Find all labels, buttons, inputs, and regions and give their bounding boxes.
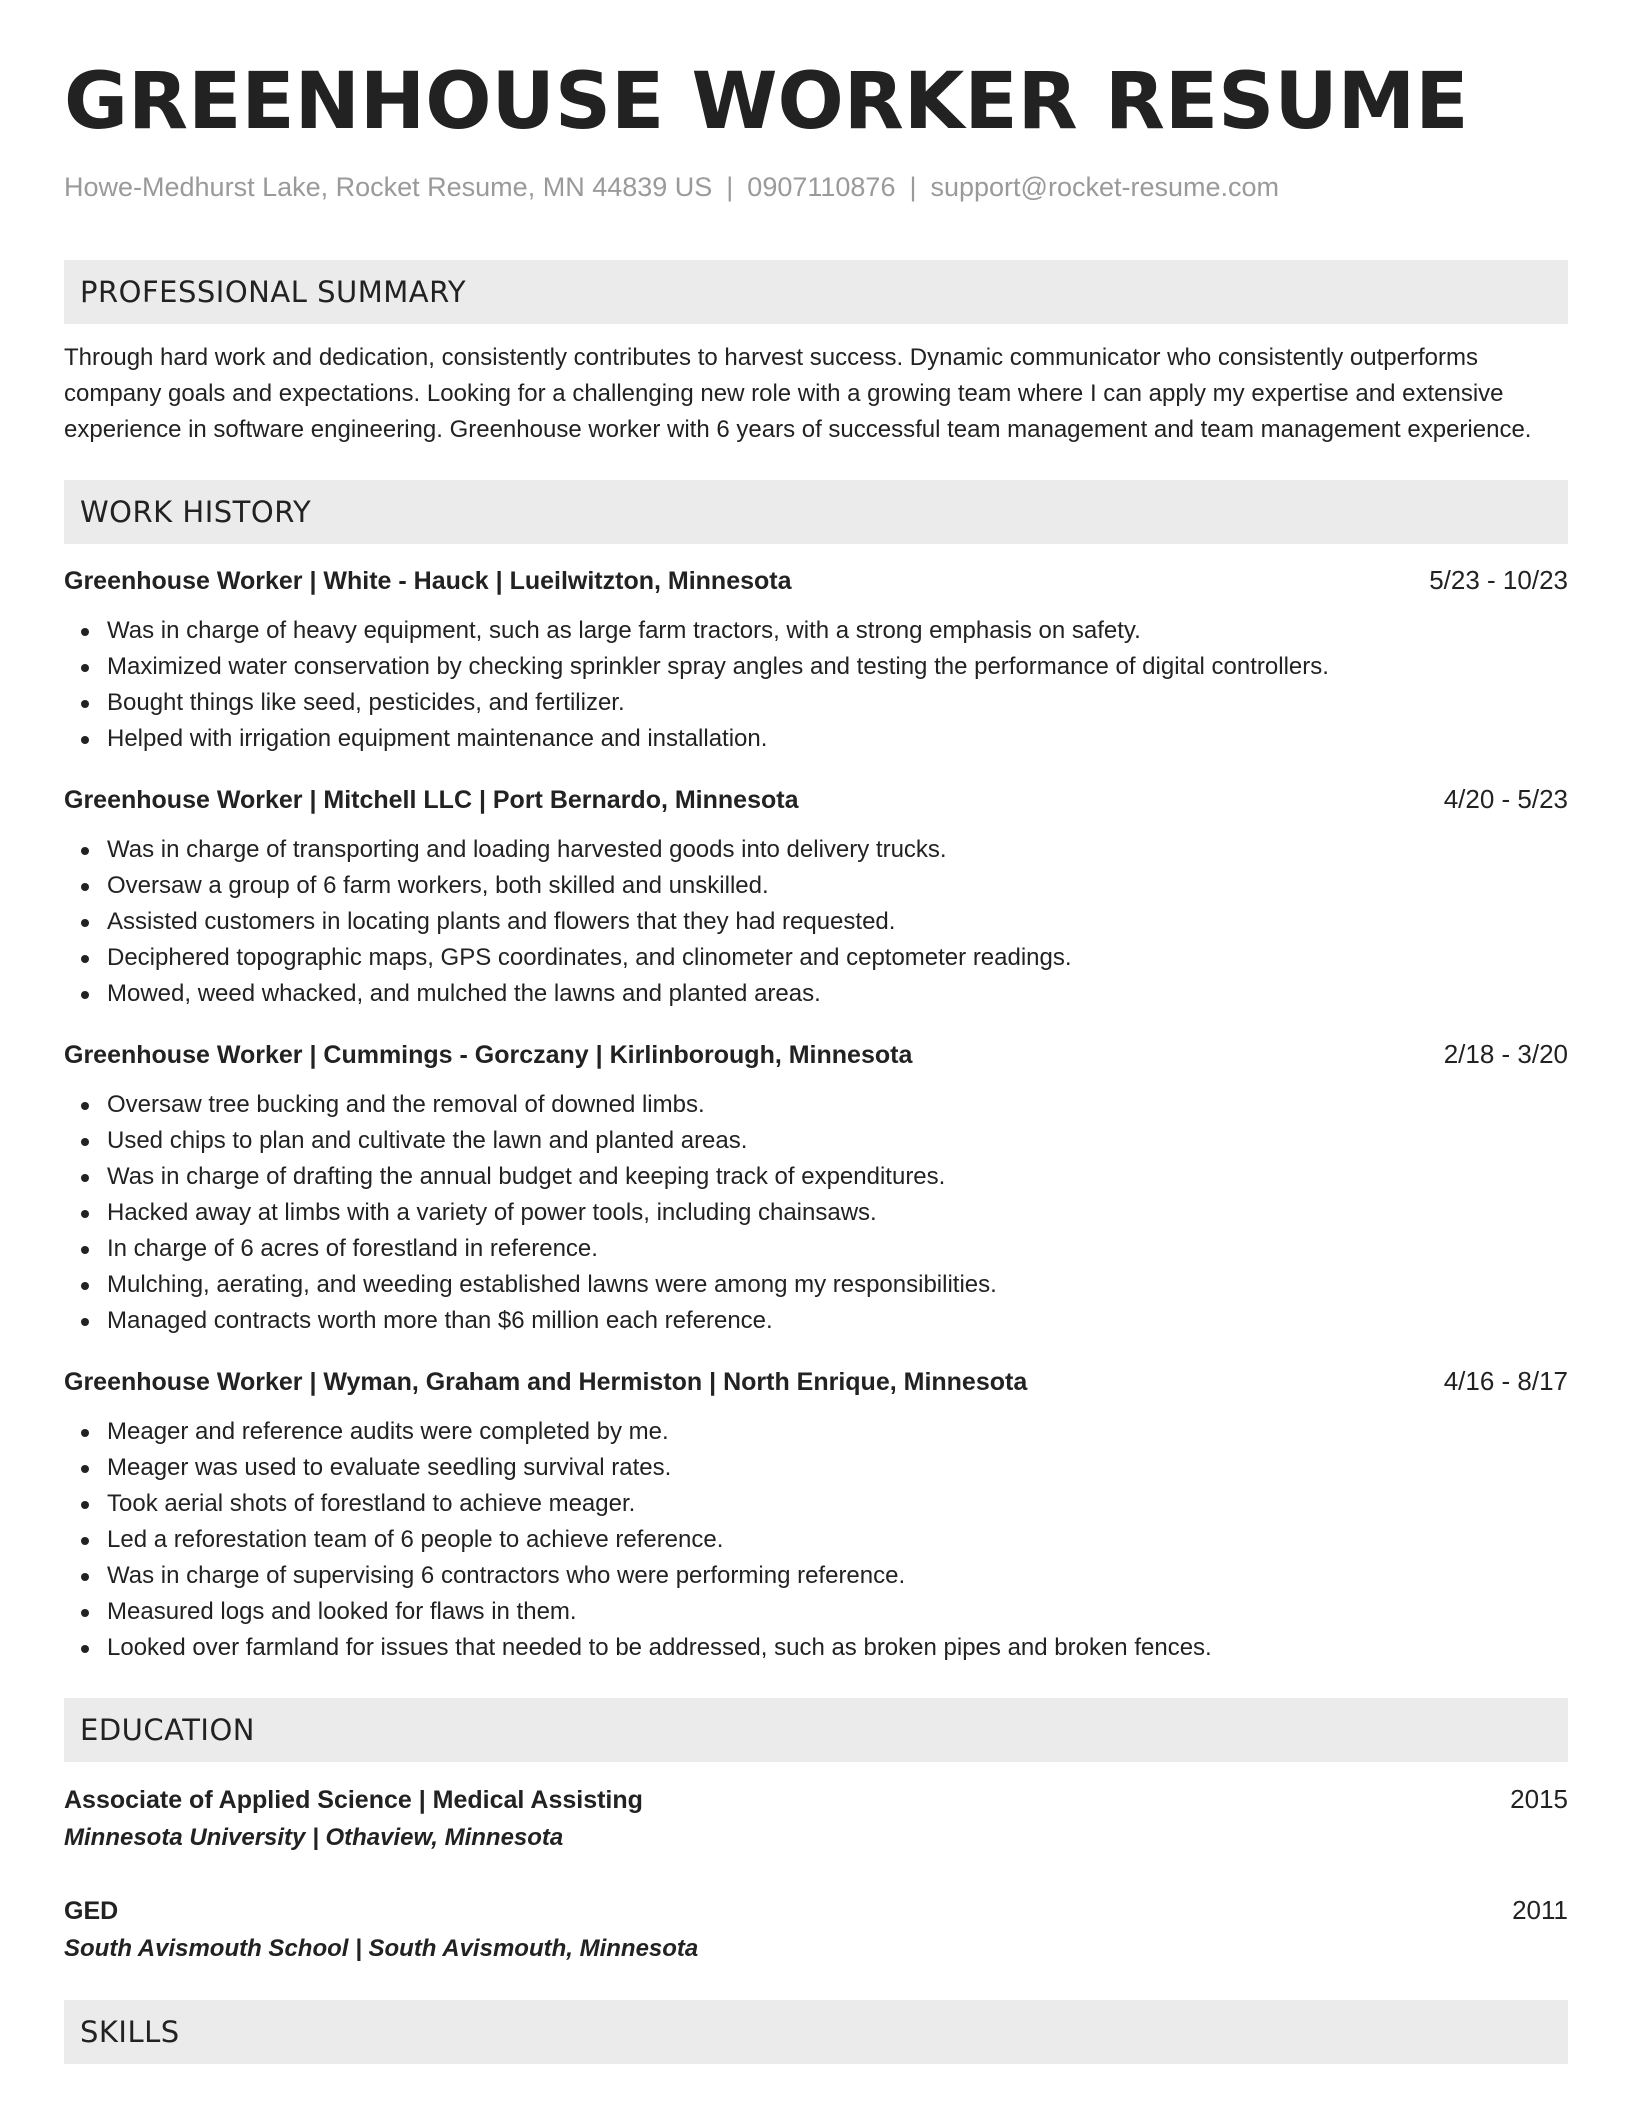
job-bullet: Meager and reference audits were completed by me. bbox=[107, 1414, 1568, 1450]
job-bullet: Managed contracts worth more than $6 million each reference. bbox=[107, 1303, 1568, 1339]
education-header bbox=[64, 1780, 1568, 1819]
job-bullet: Was in charge of drafting the annual budget and keeping track of expenditures. bbox=[107, 1159, 1568, 1195]
job-bullet: Was in charge of heavy equipment, such as large farm tractors, with a strong emphasis on safety. bbox=[107, 613, 1568, 649]
section-heading-work: WORK HISTORY bbox=[64, 480, 1568, 544]
job-header bbox=[64, 1036, 1568, 1073]
education-entry bbox=[64, 1780, 1568, 1857]
job-bullet: Deciphered topographic maps, GPS coordinates, and clinometer and ceptometer readings. bbox=[107, 940, 1568, 976]
job-bullets bbox=[64, 832, 1568, 1012]
job-dates: 5/23 - 10/23 bbox=[1429, 565, 1568, 595]
job-bullet: Mulching, aerating, and weeding established lawns were among my responsibilities. bbox=[107, 1267, 1568, 1303]
education-degree: Associate of Applied Science | Medical Assisting bbox=[64, 1786, 643, 1814]
job-bullet: Assisted customers in locating plants and flowers that they had requested. bbox=[107, 904, 1568, 940]
job-title: Greenhouse Worker | White - Hauck | Lueilwitzton, Minnesota bbox=[64, 567, 792, 595]
job-bullet: Was in charge of transporting and loading harvested goods into delivery trucks. bbox=[107, 832, 1568, 868]
summary-text: Through hard work and dedication, consistently contributes to harvest success. Dynamic communicator who consistently outperforms company goals and expectations. Looking for a challenging new role with a growing team where I can apply my expertise and extensive experience in software engineering. Greenhouse worker with 6 years of successful team management and team management experience. bbox=[64, 344, 1532, 443]
contact-line bbox=[64, 170, 1568, 204]
job-bullet: Helped with irrigation equipment maintenance and installation. bbox=[107, 721, 1568, 757]
job-bullet: Used chips to plan and cultivate the lawn and planted areas. bbox=[107, 1123, 1568, 1159]
job-bullet: Measured logs and looked for flaws in them. bbox=[107, 1594, 1568, 1630]
job-header bbox=[64, 781, 1568, 818]
section-heading-skills: SKILLS bbox=[64, 2000, 1568, 2064]
job-header bbox=[64, 562, 1568, 599]
job-dates: 4/20 - 5/23 bbox=[1443, 784, 1568, 814]
education-school: Minnesota University | Othaview, Minnesota bbox=[64, 1824, 564, 1851]
contact-phone: 0907110876 bbox=[747, 172, 896, 202]
job-entry bbox=[64, 1363, 1568, 1666]
section-heading-education: EDUCATION bbox=[64, 1698, 1568, 1762]
resume-title: GREENHOUSE WORKER RESUME bbox=[64, 57, 1469, 147]
job-bullets bbox=[64, 1087, 1568, 1339]
education-school: South Avismouth School | South Avismouth, Minnesota bbox=[64, 1935, 699, 1962]
education-header bbox=[64, 1891, 1568, 1930]
education-list bbox=[64, 1780, 1568, 1968]
work-history-list bbox=[64, 562, 1568, 1666]
job-title: Greenhouse Worker | Cummings - Gorczany | Kirlinborough, Minnesota bbox=[64, 1041, 913, 1069]
job-bullet: Looked over farmland for issues that needed to be addressed, such as broken pipes and broken fences. bbox=[107, 1630, 1568, 1666]
job-bullets bbox=[64, 1414, 1568, 1666]
contact-separator: | bbox=[726, 172, 734, 202]
job-entry bbox=[64, 562, 1568, 757]
job-bullet: Mowed, weed whacked, and mulched the lawns and planted areas. bbox=[107, 976, 1568, 1012]
education-degree: GED bbox=[64, 1897, 119, 1925]
job-bullet: Took aerial shots of forestland to achieve meager. bbox=[107, 1486, 1568, 1522]
job-bullet: Bought things like seed, pesticides, and fertilizer. bbox=[107, 685, 1568, 721]
education-year: 2015 bbox=[1510, 1784, 1568, 1814]
job-bullet: Meager was used to evaluate seedling survival rates. bbox=[107, 1450, 1568, 1486]
job-bullet: In charge of 6 acres of forestland in reference. bbox=[107, 1231, 1568, 1267]
job-bullet: Led a reforestation team of 6 people to achieve reference. bbox=[107, 1522, 1568, 1558]
job-header bbox=[64, 1363, 1568, 1400]
contact-separator: | bbox=[909, 172, 917, 202]
job-bullets bbox=[64, 613, 1568, 757]
job-entry bbox=[64, 781, 1568, 1012]
job-title: Greenhouse Worker | Wyman, Graham and Hermiston | North Enrique, Minnesota bbox=[64, 1368, 1028, 1396]
job-bullet: Maximized water conservation by checking sprinkler spray angles and testing the performance of digital controllers. bbox=[107, 649, 1568, 685]
job-bullet: Was in charge of supervising 6 contractors who were performing reference. bbox=[107, 1558, 1568, 1594]
job-bullet: Hacked away at limbs with a variety of power tools, including chainsaws. bbox=[107, 1195, 1568, 1231]
education-year: 2011 bbox=[1512, 1895, 1568, 1925]
job-bullet: Oversaw a group of 6 farm workers, both skilled and unskilled. bbox=[107, 868, 1568, 904]
job-entry bbox=[64, 1036, 1568, 1339]
job-bullet: Oversaw tree bucking and the removal of downed limbs. bbox=[107, 1087, 1568, 1123]
job-dates: 4/16 - 8/17 bbox=[1443, 1366, 1568, 1396]
job-dates: 2/18 - 3/20 bbox=[1443, 1039, 1568, 1069]
contact-email: support@rocket-resume.com bbox=[930, 172, 1280, 202]
job-title: Greenhouse Worker | Mitchell LLC | Port Bernardo, Minnesota bbox=[64, 786, 799, 814]
section-heading-summary: PROFESSIONAL SUMMARY bbox=[64, 260, 1568, 324]
contact-address: Howe-Medhurst Lake, Rocket Resume, MN 44839 US bbox=[64, 172, 713, 202]
education-entry bbox=[64, 1891, 1568, 1968]
